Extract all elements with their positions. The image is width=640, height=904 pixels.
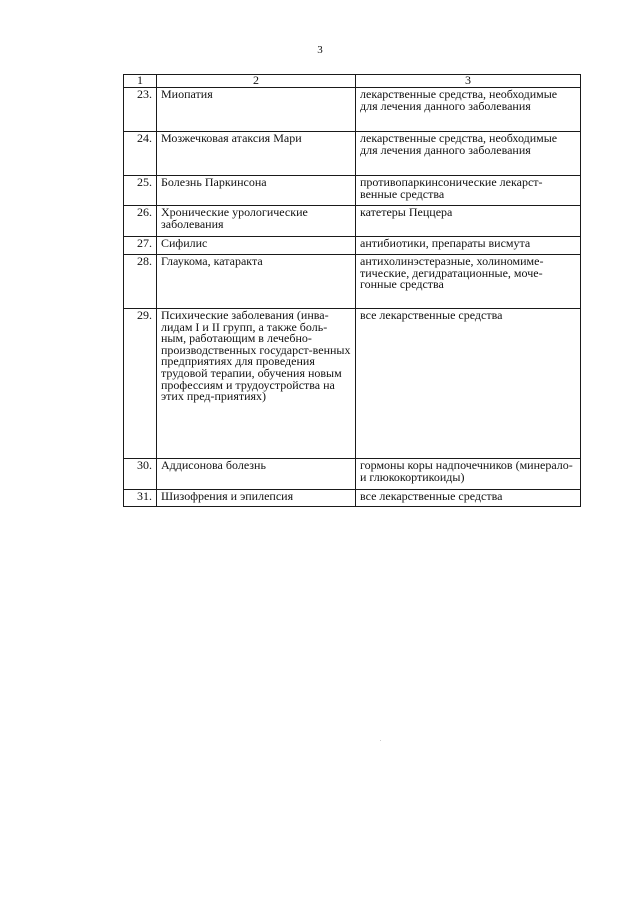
row-number: 27. <box>124 237 157 255</box>
table-row <box>124 132 581 176</box>
table-row <box>124 176 581 206</box>
medication-description: катетеры Пеццера <box>356 206 581 237</box>
table-row <box>124 88 581 132</box>
disease-name: Психические заболевания (инва-лидам I и II групп, а также боль-ным, работающим в лечебно-производственных государст-венных предприятиях для проведения трудовой терапии, обучения новым профессиям и трудоустройства на этих пред-приятиях) <box>157 309 356 459</box>
medication-description: все лекарственные средства <box>356 490 581 507</box>
row-number: 31. <box>124 490 157 507</box>
table-row <box>124 255 581 309</box>
disease-name: Аддисонова болезнь <box>157 459 356 490</box>
row-number: 24. <box>124 132 157 176</box>
disease-name: Хронические урологические заболевания <box>157 206 356 237</box>
drug-provision-table <box>123 74 581 507</box>
disease-name: Глаукома, катаракта <box>157 255 356 309</box>
row-number: 23. <box>124 88 157 132</box>
disease-name: Миопатия <box>157 88 356 132</box>
disease-name: Шизофрения и эпилепсия <box>157 490 356 507</box>
row-number: 25. <box>124 176 157 206</box>
medication-description: антибиотики, препараты висмута <box>356 237 581 255</box>
row-number: 26. <box>124 206 157 237</box>
medication-description: лекарственные средства, необходимые для лечения данного заболевания <box>356 88 581 132</box>
scan-speck <box>380 740 381 741</box>
page-number: 3 <box>317 44 323 56</box>
row-number: 30. <box>124 459 157 490</box>
medication-description: антихолинэстеразные, холиномиме-тические, дегидратационные, моче-гонные средства <box>356 255 581 309</box>
table-row <box>124 459 581 490</box>
table-row <box>124 237 581 255</box>
table-row <box>124 490 581 507</box>
disease-name: Сифилис <box>157 237 356 255</box>
medication-description: гормоны коры надпочечников (минерало- и глюкокортикоиды) <box>356 459 581 490</box>
medication-description: лекарственные средства, необходимые для лечения данного заболевания <box>356 132 581 176</box>
row-number: 28. <box>124 255 157 309</box>
medication-description: все лекарственные средства <box>356 309 581 459</box>
table-row <box>124 309 581 459</box>
column-header-number: 1 <box>124 75 157 88</box>
disease-name: Болезнь Паркинсона <box>157 176 356 206</box>
table-header-row <box>124 75 581 88</box>
disease-name: Мозжечковая атаксия Мари <box>157 132 356 176</box>
column-header-disease: 2 <box>157 75 356 88</box>
table-row <box>124 206 581 237</box>
row-number: 29. <box>124 309 157 459</box>
column-header-medication: 3 <box>356 75 581 88</box>
medication-description: противопаркинсонические лекарст-венные средства <box>356 176 581 206</box>
